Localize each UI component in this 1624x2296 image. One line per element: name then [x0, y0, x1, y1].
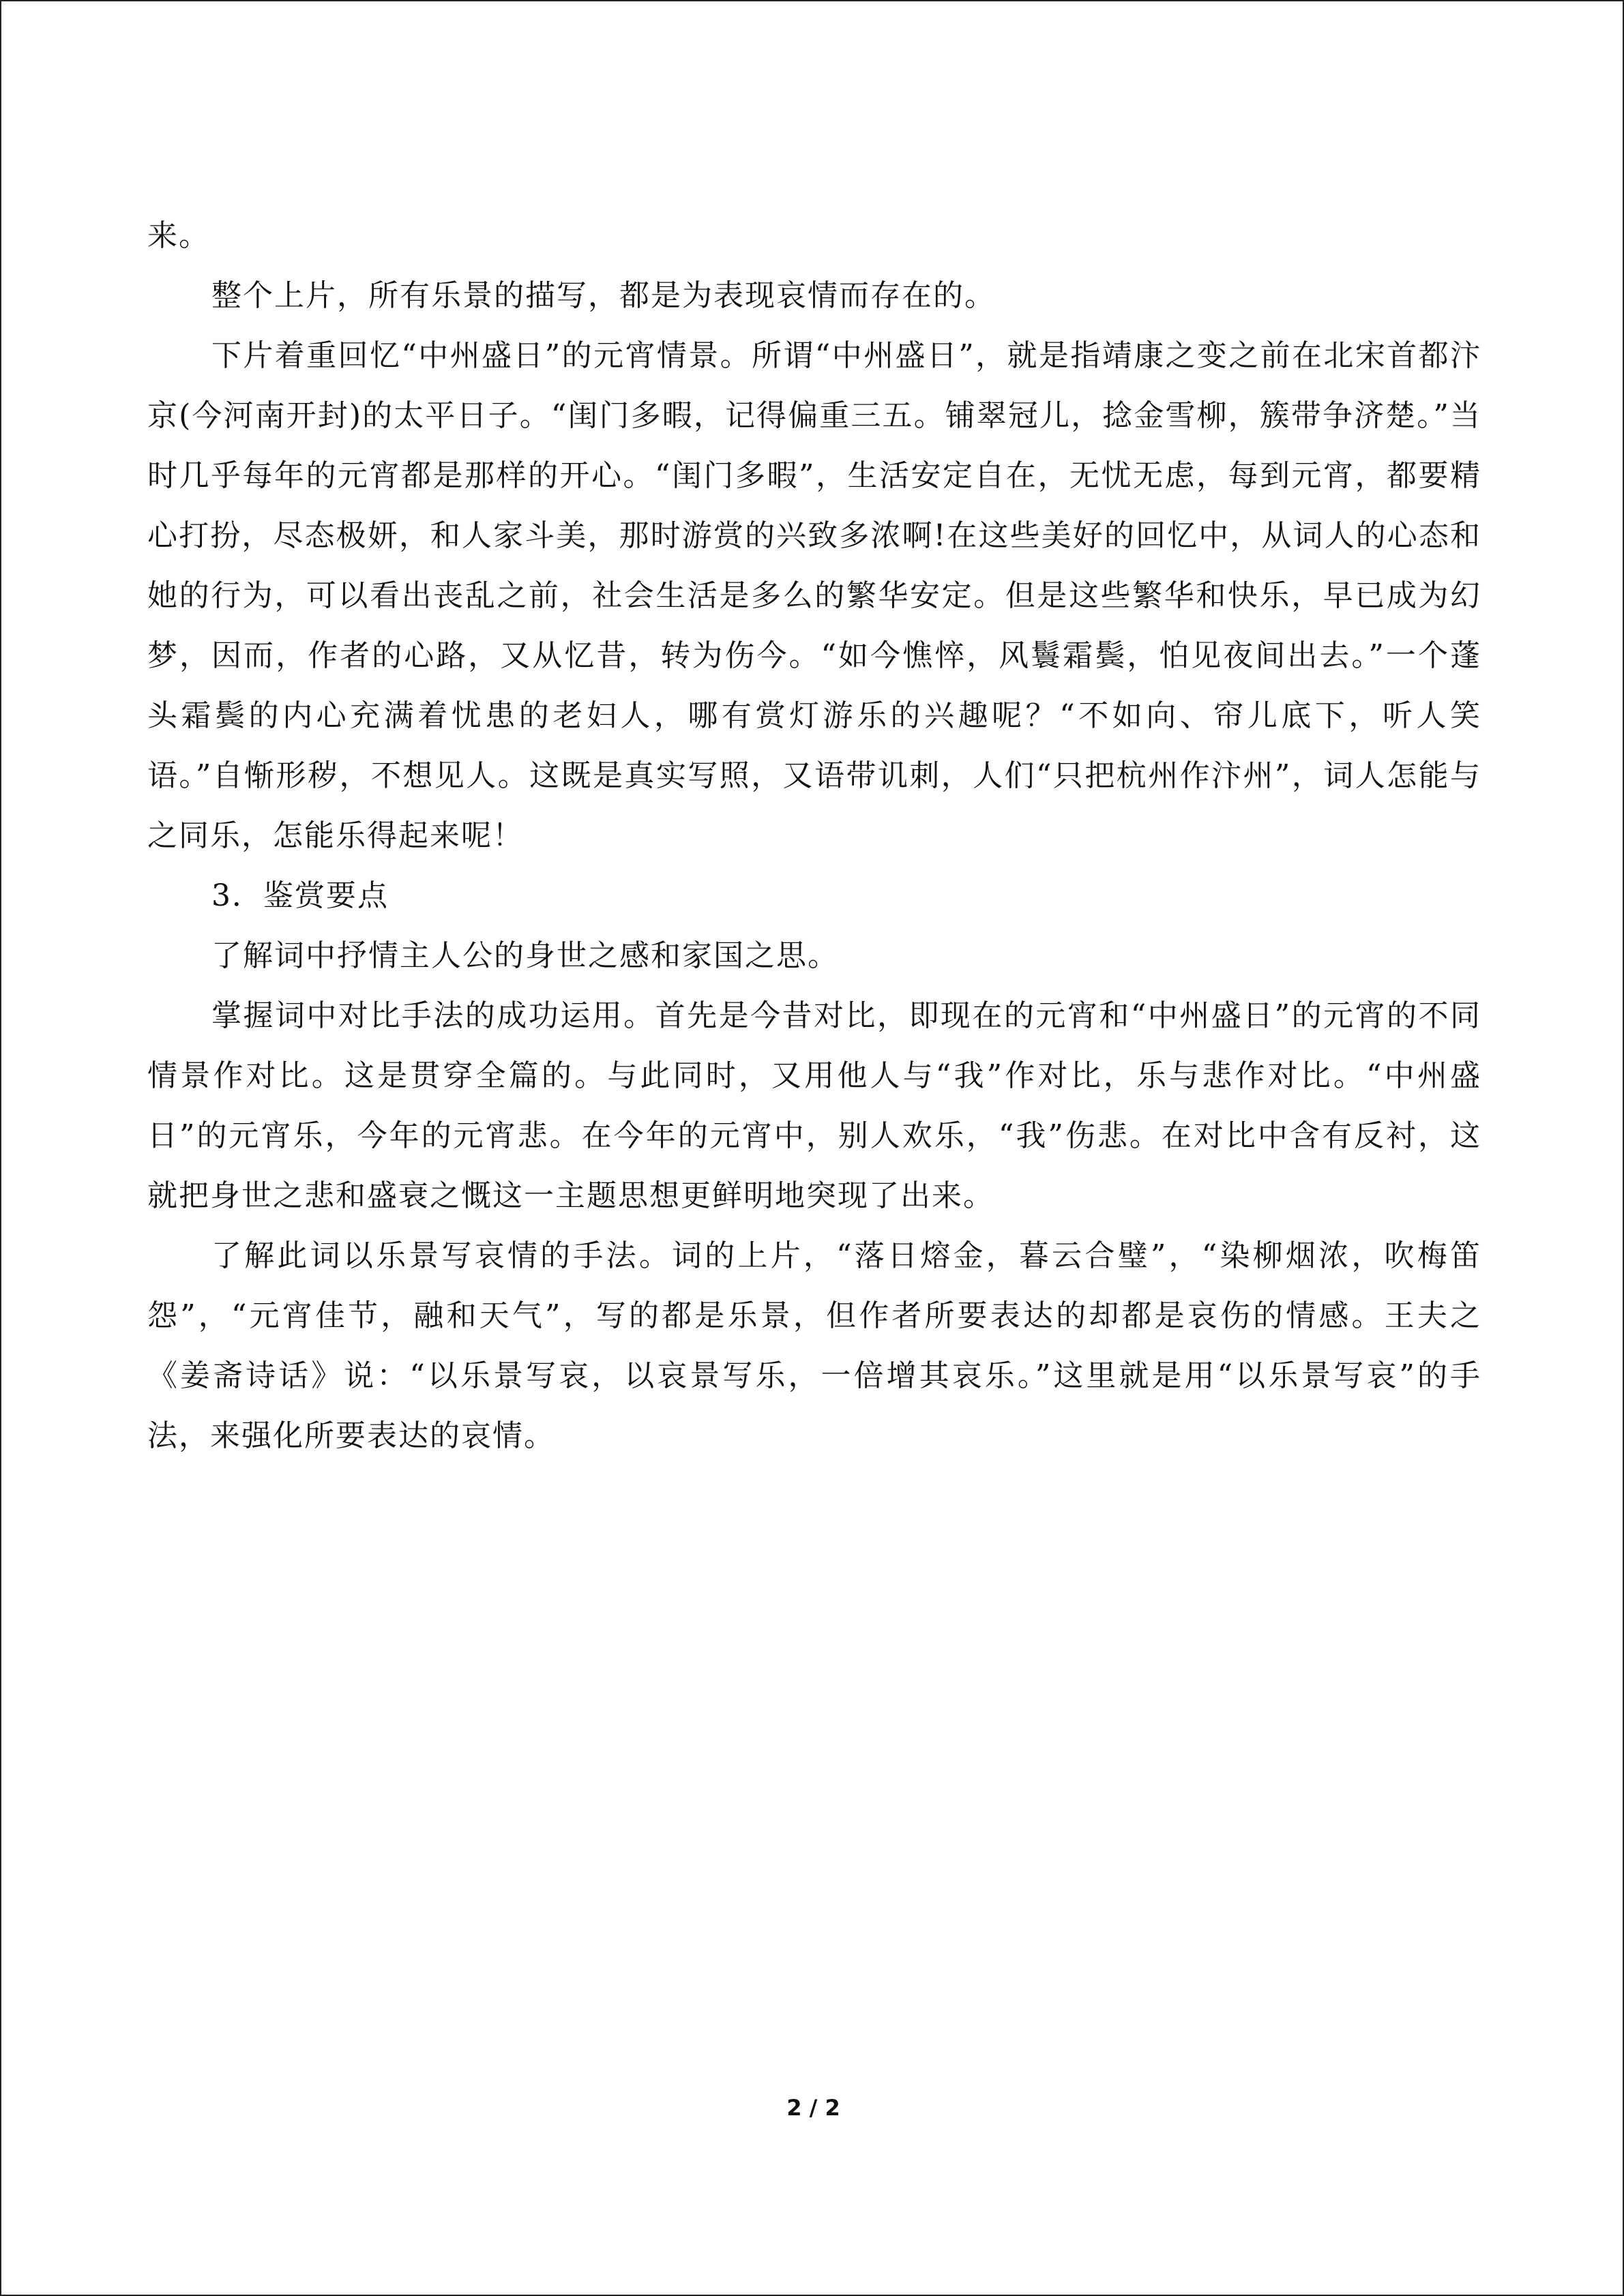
paragraph-point-three: 了解此词以乐景写哀情的手法。词的上片，“落日熔金，暮云合璧”，“染柳烟浓，吹梅笛怨”，“元宵佳节，融和天气”，写的都是乐景，但作者所要表达的却都是哀伤的情感。王夫之《姜斋诗话》说：“以乐景写哀，以哀景写乐，一倍增其哀乐。”这里就是用“以乐景写哀”的手法，来强化所要表达的哀情。 — [147, 1238, 1481, 1453]
paragraph-point-one: 了解词中抒情主人公的身世之感和家国之思。 — [211, 938, 839, 973]
paragraph-lower-stanza-analysis: 下片着重回忆“中州盛日”的元宵情景。所谓“中州盛日”，就是指靖康之变之前在北宋首都汴京(今河南开封)的太平日子。“闺门多暇，记得偏重三五。铺翠冠儿，捻金雪柳，簇带争济楚。”当时几乎每年的元宵都是那样的开心。“闺门多暇”，生活安定自在，无忧无虑，每到元宵，都要精心打扮，尽态极妍，和人家斗美，那时游赏的兴致多浓啊!在这些美好的回忆中，从词人的心态和她的行为，可以看出丧乱之前，社会生活是多么的繁华安定。但是这些繁华和快乐，早已成为幻梦，因而，作者的心路，又从忆昔，转为伤今。“如今憔悴，风鬟霜鬓，怕见夜间出去。”一个蓬头霜鬓的内心充满着忧患的老妇人，哪有赏灯游乐的兴趣呢？“不如向、帘儿底下，听人笑语。”自惭形秽，不想见人。这既是真实写照，又语带讥刺，人们“只把杭州作汴州”，词人怎能与之同乐，怎能乐得起来呢！ — [147, 338, 1481, 853]
paragraph-point-two: 掌握词中对比手法的成功运用。首先是今昔对比，即现在的元宵和“中州盛日”的元宵的不同情景作对比。这是贯穿全篇的。与此同时，又用他人与“我”作对比，乐与悲作对比。“中州盛日”的元宵乐，今年的元宵悲。在今年的元宵中，别人欢乐，“我”伤悲。在对比中含有反衬，这就把身世之悲和盛衰之慨这一主题思想更鲜明地突现了出来。 — [147, 998, 1481, 1213]
paragraph-summary-upper-stanza: 整个上片，所有乐景的描写，都是为表现哀情而存在的。 — [211, 278, 996, 313]
section-heading-appreciation-points: 3．鉴赏要点 — [211, 878, 389, 913]
document-body — [147, 206, 1481, 1466]
paragraph-continuation: 来。 — [147, 218, 210, 253]
page-number: 2 / 2 — [786, 2095, 840, 2121]
